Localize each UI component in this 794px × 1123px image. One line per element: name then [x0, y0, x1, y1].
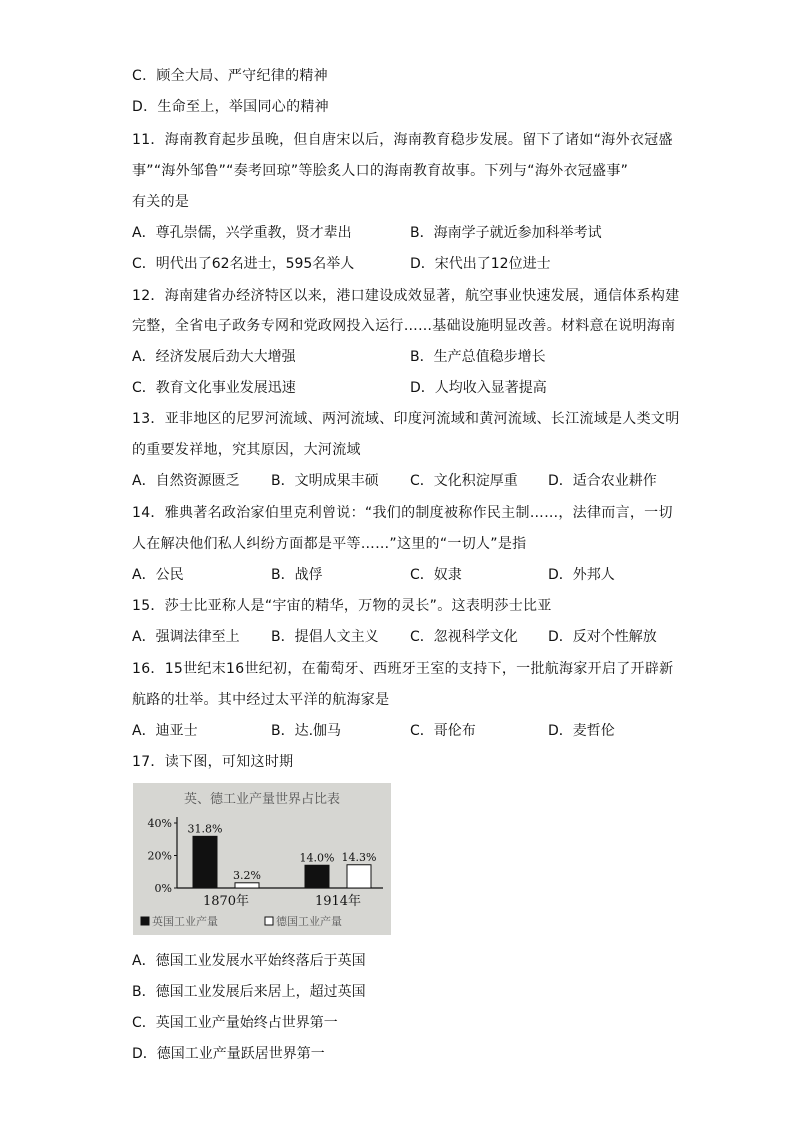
q11-option-d[interactable]: D．宋代出了12位进士 — [410, 256, 551, 272]
q15-option-b[interactable]: B．提倡人文主义 — [271, 629, 379, 645]
chart-svg — [133, 783, 391, 935]
bar-value-label: 14.3% — [341, 850, 377, 864]
q13-option-c[interactable]: C．文化积淀厚重 — [410, 473, 518, 489]
q17-option-c[interactable]: C．英国工业产量始终占世界第一 — [132, 1015, 338, 1031]
legend-label: 德国工业产量 — [276, 915, 342, 928]
legend-swatch — [265, 917, 273, 925]
bar-value-label: 31.8% — [187, 822, 223, 836]
option-c-previous-question: C．顾全大局、严守纪律的精神 — [132, 68, 328, 84]
q17-option-d[interactable]: D．德国工业产量跃居世界第一 — [132, 1046, 325, 1062]
question-12-line-2: 完整，全省电子政务专网和党政网投入运行……基础设施明显改善。材料意在说明海南 — [132, 318, 676, 334]
question-14-line-2: 人在解决他们私人纠纷方面都是平等……”这里的“一切人”是指 — [132, 536, 527, 552]
q16-option-d[interactable]: D．麦哲伦 — [548, 723, 615, 739]
q16-option-b[interactable]: B．达.伽马 — [271, 723, 342, 739]
bar-value-label: 14.0% — [299, 851, 335, 865]
bar-germany-1 — [347, 865, 371, 888]
question-14-line-1: 14．雅典著名政治家伯里克利曾说：“我们的制度被称作民主制……，法律而言，一切 — [132, 505, 673, 521]
industrial-output-chart — [133, 783, 391, 935]
q13-option-b[interactable]: B．文明成果丰硕 — [271, 473, 379, 489]
y-tick-label: 20% — [147, 849, 172, 863]
y-tick-label: 40% — [147, 817, 172, 830]
q17-option-b[interactable]: B．德国工业发展后来居上，超过英国 — [132, 984, 366, 1000]
bar-britain-0 — [193, 836, 217, 888]
legend-label: 英国工业产量 — [152, 915, 218, 928]
q12-option-a[interactable]: A．经济发展后劲大大增强 — [132, 349, 296, 365]
question-13-line-1: 13．亚非地区的尼罗河流域、两河流域、印度河流域和黄河流域、长江流域是人类文明 — [132, 411, 680, 427]
legend-swatch — [141, 917, 149, 925]
q15-option-a[interactable]: A．强调法律至上 — [132, 629, 240, 645]
bar-germany-0 — [235, 883, 259, 888]
q17-option-a[interactable]: A．德国工业发展水平始终落后于英国 — [132, 953, 366, 969]
q14-option-d[interactable]: D．外邦人 — [548, 567, 615, 583]
question-17-line-1: 17．读下图，可知这时期 — [132, 754, 294, 770]
question-15-line-1: 15．莎士比亚称人是“宇宙的精华，万物的灵长”。这表明莎士比亚 — [132, 598, 552, 614]
question-11-line-3: 有关的是 — [132, 194, 190, 210]
question-13-line-2: 的重要发祥地，究其原因，大河流域 — [132, 442, 361, 458]
q13-option-d[interactable]: D．适合农业耕作 — [548, 473, 657, 489]
question-11-line-1: 11．海南教育起步虽晚，但自唐宋以后，海南教育稳步发展。留下了诸如“海外衣冠盛 — [132, 132, 673, 148]
q16-option-c[interactable]: C．哥伦布 — [410, 723, 476, 739]
q11-option-c[interactable]: C．明代出了62名进士，595名举人 — [132, 256, 355, 272]
question-16-line-2: 航路的壮举。其中经过太平洋的航海家是 — [132, 692, 390, 708]
option-d-previous-question: D．生命至上，举国同心的精神 — [132, 99, 329, 115]
q14-option-b[interactable]: B．战俘 — [271, 567, 323, 583]
chart-title: 英、德工业产量世界占比表 — [183, 792, 341, 807]
q12-option-c[interactable]: C．教育文化事业发展迅速 — [132, 380, 296, 396]
x-category-label: 1914年 — [314, 894, 362, 909]
q13-option-a[interactable]: A．自然资源匮乏 — [132, 473, 240, 489]
question-16-line-1: 16．15世纪末16世纪初，在葡萄牙、西班牙王室的支持下，一批航海家开启了开辟新 — [132, 661, 674, 677]
q11-option-a[interactable]: A．尊孔崇儒，兴学重教，贤才辈出 — [132, 225, 352, 241]
q16-option-a[interactable]: A．迪亚士 — [132, 723, 198, 739]
q12-option-b[interactable]: B．生产总值稳步增长 — [410, 349, 546, 365]
q15-option-d[interactable]: D．反对个性解放 — [548, 629, 657, 645]
bar-value-label: 3.2% — [233, 868, 261, 882]
q14-option-a[interactable]: A．公民 — [132, 567, 184, 583]
q12-option-d[interactable]: D．人均收入显著提高 — [410, 380, 547, 396]
x-category-label: 1870年 — [202, 894, 250, 909]
q14-option-c[interactable]: C．奴隶 — [410, 567, 462, 583]
y-tick-label: 0% — [154, 882, 172, 895]
question-12-line-1: 12．海南建省办经济特区以来，港口建设成效显著，航空事业快速发展，通信体系构建 — [132, 288, 680, 304]
question-11-line-2: 事”“海外邹鲁”“奏考回琼”等脍炙人口的海南教育故事。下列与“海外衣冠盛事” — [132, 163, 629, 179]
bar-britain-1 — [305, 865, 329, 888]
q15-option-c[interactable]: C．忽视科学文化 — [410, 629, 518, 645]
q11-option-b[interactable]: B．海南学子就近参加科举考试 — [410, 225, 602, 241]
